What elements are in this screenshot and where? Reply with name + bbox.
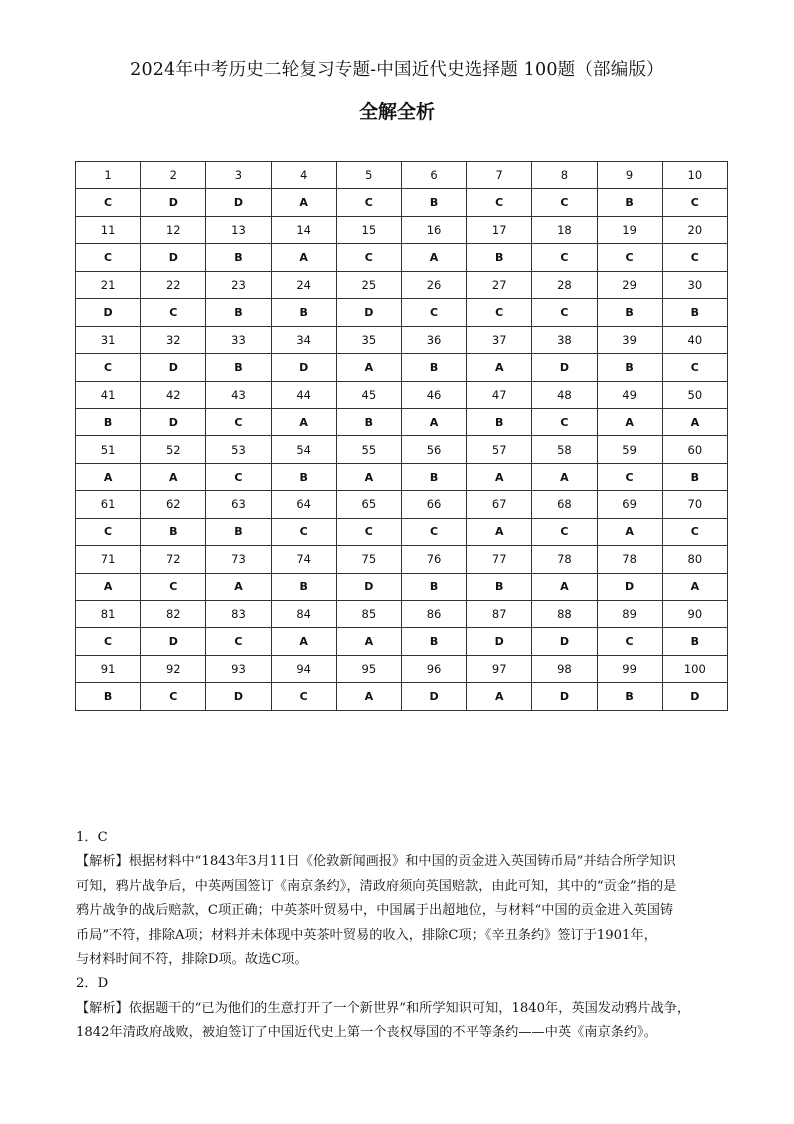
answer-row xyxy=(76,573,728,600)
question-number-cell: 74 xyxy=(271,546,336,573)
explanations xyxy=(76,826,726,1046)
answer-cell: C xyxy=(141,683,206,711)
question-number-cell: 77 xyxy=(467,546,532,573)
answer-row xyxy=(76,299,728,326)
answer-cell: D xyxy=(141,408,206,435)
answer-cell: B xyxy=(597,354,662,381)
answer-cell: B xyxy=(206,299,271,326)
answer-cell: D xyxy=(206,189,271,216)
answer-cell: D xyxy=(206,683,271,711)
answer-cell: A xyxy=(271,408,336,435)
question-number-cell: 75 xyxy=(336,546,401,573)
question-number-cell: 15 xyxy=(336,216,401,243)
answer-cell: A xyxy=(271,189,336,216)
answer-cell: D xyxy=(141,244,206,271)
q2-analysis-line: 【解析】依据题干的“已为他们的生意打开了一个新世界”和所学知识可知，1840年，英国发动鸦片战争， xyxy=(76,1000,691,1016)
question-number-cell: 57 xyxy=(467,436,532,463)
answer-cell: A xyxy=(532,463,597,490)
q1-analysis-line: 与材料时间不符，排除D项。故选C项。 xyxy=(76,952,308,968)
answer-cell: B xyxy=(467,408,532,435)
answer-cell: C xyxy=(206,408,271,435)
question-number-cell: 29 xyxy=(597,271,662,298)
question-number-cell: 14 xyxy=(271,216,336,243)
question-number-cell: 58 xyxy=(532,436,597,463)
answer-row xyxy=(76,518,728,545)
answer-cell: B xyxy=(336,408,401,435)
question-number-cell: 9 xyxy=(597,162,662,189)
answer-cell: B xyxy=(206,244,271,271)
q1-analysis-line: 币局”不符，排除A项；材料并未体现中英茶叶贸易的收入，排除C项；《辛丑条约》签订于1901年， xyxy=(76,927,657,943)
answer-cell: C xyxy=(662,189,727,216)
question-number-cell: 89 xyxy=(597,601,662,628)
question-number-cell: 8 xyxy=(532,162,597,189)
question-number-cell: 94 xyxy=(271,655,336,682)
answer-row xyxy=(76,683,728,711)
question-number-row xyxy=(76,216,728,243)
answer-cell: B xyxy=(141,518,206,545)
answer-cell: B xyxy=(271,463,336,490)
answer-cell: A xyxy=(336,628,401,655)
question-number-cell: 26 xyxy=(401,271,466,298)
question-number-row xyxy=(76,326,728,353)
answer-cell: D xyxy=(401,683,466,711)
answer-cell: D xyxy=(532,628,597,655)
question-number-cell: 46 xyxy=(401,381,466,408)
answer-cell: B xyxy=(597,189,662,216)
answer-cell: A xyxy=(401,244,466,271)
question-number-cell: 82 xyxy=(141,601,206,628)
question-number-cell: 35 xyxy=(336,326,401,353)
answer-cell: C xyxy=(597,244,662,271)
question-number-cell: 21 xyxy=(76,271,141,298)
question-number-cell: 68 xyxy=(532,491,597,518)
answer-cell: C xyxy=(532,299,597,326)
question-number-cell: 83 xyxy=(206,601,271,628)
question-number-cell: 63 xyxy=(206,491,271,518)
answer-cell: C xyxy=(401,299,466,326)
question-number-cell: 19 xyxy=(597,216,662,243)
answer-cell: B xyxy=(271,573,336,600)
answer-cell: B xyxy=(206,518,271,545)
question-number-cell: 13 xyxy=(206,216,271,243)
answer-cell: B xyxy=(206,354,271,381)
question-number-cell: 95 xyxy=(336,655,401,682)
question-number-cell: 5 xyxy=(336,162,401,189)
answer-cell: C xyxy=(76,354,141,381)
answer-cell: A xyxy=(662,408,727,435)
answer-row xyxy=(76,463,728,490)
answer-cell: C xyxy=(532,244,597,271)
question-number-cell: 51 xyxy=(76,436,141,463)
question-number-cell: 30 xyxy=(662,271,727,298)
question-number-cell: 16 xyxy=(401,216,466,243)
answer-cell: A xyxy=(141,463,206,490)
answer-cell: C xyxy=(401,518,466,545)
question-number-cell: 96 xyxy=(401,655,466,682)
question-number-row xyxy=(76,655,728,682)
answer-cell: C xyxy=(467,189,532,216)
question-number-cell: 48 xyxy=(532,381,597,408)
answer-cell: C xyxy=(662,354,727,381)
answer-cell: B xyxy=(597,683,662,711)
question-number-cell: 85 xyxy=(336,601,401,628)
question-number-cell: 93 xyxy=(206,655,271,682)
question-number-cell: 23 xyxy=(206,271,271,298)
question-number-cell: 66 xyxy=(401,491,466,518)
question-number-cell: 62 xyxy=(141,491,206,518)
answer-cell: C xyxy=(336,244,401,271)
answer-cell: B xyxy=(76,408,141,435)
question-number-cell: 71 xyxy=(76,546,141,573)
answer-cell: A xyxy=(206,573,271,600)
question-number-cell: 36 xyxy=(401,326,466,353)
question-number-cell: 98 xyxy=(532,655,597,682)
question-number-cell: 34 xyxy=(271,326,336,353)
question-number-cell: 31 xyxy=(76,326,141,353)
answer-cell: A xyxy=(532,573,597,600)
answer-cell: D xyxy=(141,189,206,216)
answer-cell: D xyxy=(141,354,206,381)
question-number-cell: 12 xyxy=(141,216,206,243)
answer-cell: C xyxy=(76,189,141,216)
question-number-cell: 18 xyxy=(532,216,597,243)
answer-cell: C xyxy=(271,518,336,545)
question-number-cell: 54 xyxy=(271,436,336,463)
question-number-cell: 78 xyxy=(532,546,597,573)
answer-cell: A xyxy=(401,408,466,435)
question-number-cell: 88 xyxy=(532,601,597,628)
question-number-cell: 32 xyxy=(141,326,206,353)
answer-cell: C xyxy=(271,683,336,711)
question-number-row xyxy=(76,436,728,463)
answer-cell: A xyxy=(336,683,401,711)
question-number-cell: 99 xyxy=(597,655,662,682)
answer-cell: C xyxy=(532,189,597,216)
question-number-cell: 45 xyxy=(336,381,401,408)
question-number-cell: 69 xyxy=(597,491,662,518)
question-number-cell: 17 xyxy=(467,216,532,243)
answer-cell: D xyxy=(336,299,401,326)
question-number-cell: 100 xyxy=(662,655,727,682)
question-number-cell: 3 xyxy=(206,162,271,189)
answer-cell: B xyxy=(662,628,727,655)
answer-cell: C xyxy=(141,573,206,600)
document-title: 2024年中考历史二轮复习专题-中国近代史选择题 100题（部编版） xyxy=(130,60,664,80)
answer-cell: C xyxy=(76,518,141,545)
question-number-cell: 25 xyxy=(336,271,401,298)
answer-cell: B xyxy=(401,463,466,490)
answer-row xyxy=(76,354,728,381)
answer-cell: C xyxy=(597,628,662,655)
answer-cell: C xyxy=(141,299,206,326)
question-number-cell: 40 xyxy=(662,326,727,353)
question-number-cell: 10 xyxy=(662,162,727,189)
question-number-row xyxy=(76,381,728,408)
answer-cell: B xyxy=(597,299,662,326)
q2-heading: 2．D xyxy=(76,976,109,992)
answer-cell: A xyxy=(76,573,141,600)
q1-analysis-line: 鸦片战争的战后赔款，C项正确；中英茶叶贸易中，中国属于出超地位，与材料“中国的贡金进入英国铸 xyxy=(76,903,674,919)
answer-cell: C xyxy=(467,299,532,326)
question-number-cell: 86 xyxy=(401,601,466,628)
answer-cell: A xyxy=(467,463,532,490)
question-number-cell: 42 xyxy=(141,381,206,408)
answer-cell: B xyxy=(401,354,466,381)
question-number-cell: 24 xyxy=(271,271,336,298)
question-number-cell: 11 xyxy=(76,216,141,243)
answer-cell: C xyxy=(532,408,597,435)
question-number-cell: 64 xyxy=(271,491,336,518)
answer-cell: C xyxy=(76,628,141,655)
answer-cell: B xyxy=(271,299,336,326)
answer-cell: C xyxy=(336,189,401,216)
question-number-cell: 7 xyxy=(467,162,532,189)
answer-cell: C xyxy=(532,518,597,545)
question-number-cell: 60 xyxy=(662,436,727,463)
answer-cell: D xyxy=(662,683,727,711)
question-number-cell: 52 xyxy=(141,436,206,463)
question-number-cell: 87 xyxy=(467,601,532,628)
document-subtitle: 全解全析 xyxy=(358,101,435,123)
answer-cell: A xyxy=(597,408,662,435)
question-number-cell: 72 xyxy=(141,546,206,573)
answer-cell: B xyxy=(401,628,466,655)
q1-analysis-line: 【解析】根据材料中“1843年3月11日《伦敦新闻画报》和中国的贡金进入英国铸币局”并结合所学知识 xyxy=(76,854,676,870)
question-number-cell: 59 xyxy=(597,436,662,463)
q1-heading: 1．C xyxy=(76,830,108,845)
answer-row xyxy=(76,408,728,435)
question-number-cell: 38 xyxy=(532,326,597,353)
q2-analysis-line: 1842年清政府战败，被迫签订了中国近代史上第一个丧权辱国的不平等条约——中英《南京条约》。 xyxy=(76,1025,657,1041)
question-number-cell: 84 xyxy=(271,601,336,628)
answer-cell: B xyxy=(401,573,466,600)
answer-cell: A xyxy=(76,463,141,490)
question-number-cell: 39 xyxy=(597,326,662,353)
question-number-cell: 41 xyxy=(76,381,141,408)
answer-cell: A xyxy=(467,518,532,545)
answer-cell: D xyxy=(532,354,597,381)
question-number-cell: 80 xyxy=(662,546,727,573)
question-number-cell: 91 xyxy=(76,655,141,682)
answer-cell: D xyxy=(467,628,532,655)
answer-cell: B xyxy=(76,683,141,711)
question-number-cell: 22 xyxy=(141,271,206,298)
answer-cell: B xyxy=(467,573,532,600)
answer-row xyxy=(76,189,728,216)
question-number-cell: 61 xyxy=(76,491,141,518)
question-number-cell: 27 xyxy=(467,271,532,298)
answer-cell: B xyxy=(467,244,532,271)
question-number-cell: 43 xyxy=(206,381,271,408)
answer-cell: C xyxy=(206,628,271,655)
answer-cell: A xyxy=(467,683,532,711)
answer-cell: C xyxy=(336,518,401,545)
question-number-row xyxy=(76,162,728,189)
question-number-cell: 53 xyxy=(206,436,271,463)
question-number-cell: 56 xyxy=(401,436,466,463)
answer-cell: A xyxy=(662,573,727,600)
question-number-cell: 2 xyxy=(141,162,206,189)
question-number-cell: 78 xyxy=(597,546,662,573)
question-number-cell: 37 xyxy=(467,326,532,353)
answer-cell: D xyxy=(532,683,597,711)
question-number-cell: 73 xyxy=(206,546,271,573)
question-number-cell: 44 xyxy=(271,381,336,408)
q1-analysis-line: 可知，鸦片战争后，中英两国签订《南京条约》，清政府须向英国赔款，由此可知，其中的“贡金”指的是 xyxy=(76,878,677,894)
question-number-cell: 92 xyxy=(141,655,206,682)
answer-cell: D xyxy=(336,573,401,600)
answer-row xyxy=(76,628,728,655)
answer-cell: D xyxy=(597,573,662,600)
answer-cell: C xyxy=(662,518,727,545)
question-number-cell: 65 xyxy=(336,491,401,518)
answer-table xyxy=(75,161,728,711)
question-number-cell: 4 xyxy=(271,162,336,189)
answer-cell: A xyxy=(271,628,336,655)
answer-cell: A xyxy=(467,354,532,381)
question-number-cell: 90 xyxy=(662,601,727,628)
answer-cell: A xyxy=(336,354,401,381)
answer-cell: C xyxy=(597,463,662,490)
question-number-row xyxy=(76,491,728,518)
question-number-cell: 20 xyxy=(662,216,727,243)
answer-cell: C xyxy=(662,244,727,271)
question-number-row xyxy=(76,546,728,573)
question-number-row xyxy=(76,601,728,628)
answer-cell: C xyxy=(76,244,141,271)
answer-cell: D xyxy=(141,628,206,655)
answer-cell: D xyxy=(76,299,141,326)
question-number-row xyxy=(76,271,728,298)
question-number-cell: 50 xyxy=(662,381,727,408)
answer-cell: A xyxy=(271,244,336,271)
question-number-cell: 70 xyxy=(662,491,727,518)
question-number-cell: 76 xyxy=(401,546,466,573)
answer-cell: B xyxy=(662,299,727,326)
answer-cell: A xyxy=(597,518,662,545)
answer-row xyxy=(76,244,728,271)
question-number-cell: 6 xyxy=(401,162,466,189)
question-number-cell: 49 xyxy=(597,381,662,408)
question-number-cell: 97 xyxy=(467,655,532,682)
question-number-cell: 33 xyxy=(206,326,271,353)
answer-cell: B xyxy=(401,189,466,216)
answer-cell: B xyxy=(662,463,727,490)
question-number-cell: 67 xyxy=(467,491,532,518)
question-number-cell: 28 xyxy=(532,271,597,298)
question-number-cell: 81 xyxy=(76,601,141,628)
question-number-cell: 1 xyxy=(76,162,141,189)
question-number-cell: 55 xyxy=(336,436,401,463)
answer-cell: C xyxy=(206,463,271,490)
answer-cell: D xyxy=(271,354,336,381)
answer-cell: A xyxy=(336,463,401,490)
question-number-cell: 47 xyxy=(467,381,532,408)
